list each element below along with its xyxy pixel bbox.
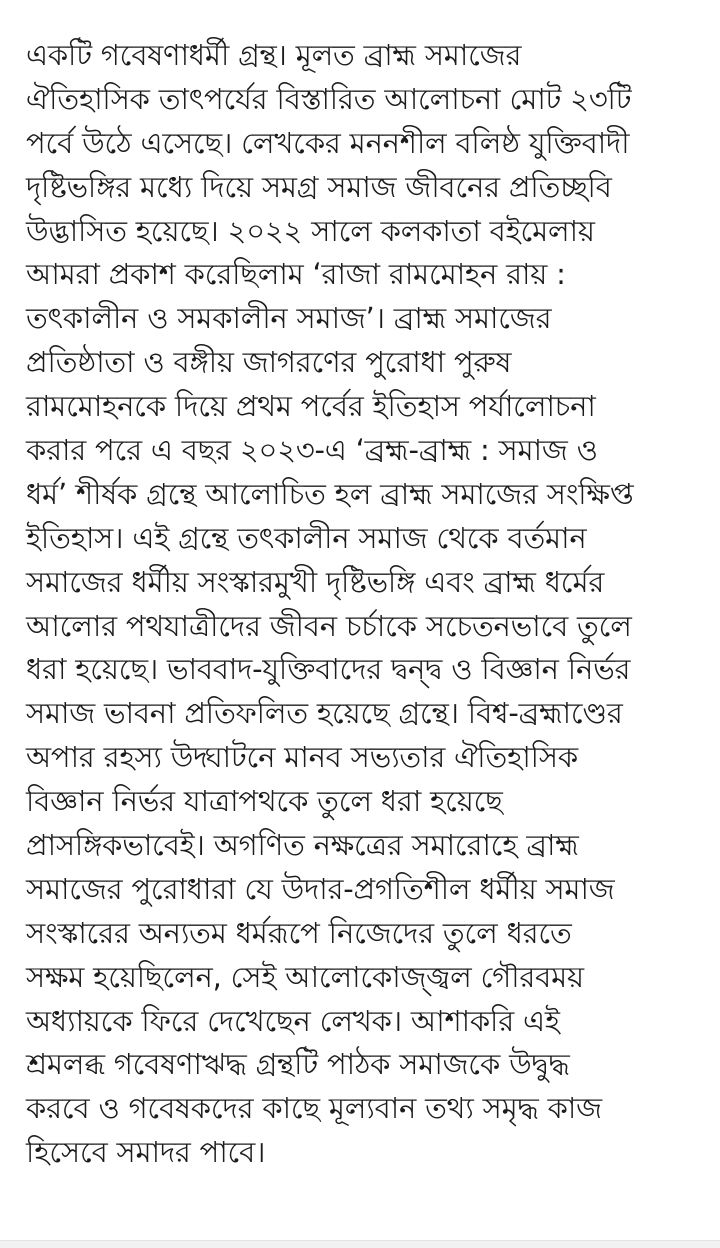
- paragraph-line: সক্ষম হয়েছিলেন, সেই আলোকোজ্জ্বল গৌরবময়: [26, 959, 584, 994]
- book-description-paragraph: [26, 34, 716, 1175]
- paragraph-line: প্রতিষ্ঠাতা ও বঙ্গীয় জাগরণের পুরোধা পুরুষ: [26, 345, 512, 380]
- paragraph-line: পর্বে উঠে এসেছে। লেখকের মননশীল বলিষ্ঠ যুক্তিবাদী: [26, 125, 630, 160]
- paragraph-line: আমরা প্রকাশ করেছিলাম ‘রাজা রামমোহন রায় :: [26, 257, 566, 292]
- paragraph-line: শ্রমলব্ধ গবেষণাঋদ্ধ গ্রন্থটি পাঠক সমাজকে উদ্বুদ্ধ: [26, 1047, 570, 1082]
- paragraph-line: ইতিহাস। এই গ্রন্থে তৎকালীন সমাজ থেকে বর্তমান: [26, 520, 587, 555]
- paragraph-line: দৃষ্টিভঙ্গির মধ্যে দিয়ে সমগ্র সমাজ জীবনের প্রতিচ্ছবি: [26, 169, 612, 204]
- paragraph-line: তৎকালীন ও সমকালীন সমাজ’। ব্রাহ্ম সমাজের: [26, 301, 552, 336]
- paragraph-line: অধ্যায়কে ফিরে দেখেছেন লেখক। আশাকরি এই: [26, 1003, 560, 1038]
- paragraph-line: করবে ও গবেষকদের কাছে মূল্যবান তথ্য সমৃদ্ধ কাজ: [26, 1091, 602, 1126]
- paragraph-line: সমাজের পুরোধারা যে উদার-প্রগতিশীল ধর্মীয় সমাজ: [26, 871, 615, 906]
- paragraph-line: উদ্ভাসিত হয়েছে। ২০২২ সালে কলকাতা বইমেলায়: [26, 213, 595, 248]
- paragraph-line: ঐতিহাসিক তাৎপর্যের বিস্তারিত আলোচনা মোট ২৩টি: [26, 81, 632, 116]
- paragraph-line: সংস্কারের অন্যতম ধর্মরূপে নিজেদের তুলে ধরতে: [26, 915, 572, 950]
- paragraph-line: বিজ্ঞান নির্ভর যাত্রাপথকে তুলে ধরা হয়েছে: [26, 784, 503, 819]
- paragraph-line: অপার রহস্য উদ্ঘাটনে মানব সভ্যতার ঐতিহাসিক: [26, 740, 578, 775]
- paragraph-line: আলোর পথযাত্রীদের জীবন চর্চাকে সচেতনভাবে তুলে: [26, 608, 632, 643]
- paragraph-line: ধরা হয়েছে। ভাববাদ-যুক্তিবাদের দ্বন্দ্ব ও বিজ্ঞান নির্ভর: [26, 652, 631, 687]
- paragraph-line: সমাজের ধর্মীয় সংস্কারমুখী দৃষ্টিভঙ্গি এবং ব্রাহ্ম ধর্মের: [26, 564, 605, 599]
- paragraph-line: একটি গবেষণাধর্মী গ্রন্থ। মূলত ব্রাহ্ম সমাজের: [26, 38, 522, 72]
- paragraph-line: সমাজ ভাবনা প্রতিফলিত হয়েছে গ্রন্থে। বিশ্ব-ব্রহ্মাণ্ডের: [26, 696, 623, 731]
- paragraph-line: রামমোহনকে দিয়ে প্রথম পর্বের ইতিহাস পর্যালোচনা: [26, 389, 596, 424]
- paragraph-line: করার পরে এ বছর ২০২৩-এ ‘ব্রহ্ম-ব্রাহ্ম : সমাজ ও: [26, 433, 598, 468]
- paragraph-line: ধর্ম’ শীর্ষক গ্রন্থে আলোচিত হল ব্রাহ্ম সমাজের সংক্ষিপ্ত: [26, 476, 634, 511]
- paragraph-line: হিসেবে সমাদর পাবে।: [26, 1135, 266, 1170]
- paragraph-line: প্রাসঙ্গিকভাবেই। অগণিত নক্ষত্রের সমারোহে ব্রাহ্ম: [26, 828, 579, 863]
